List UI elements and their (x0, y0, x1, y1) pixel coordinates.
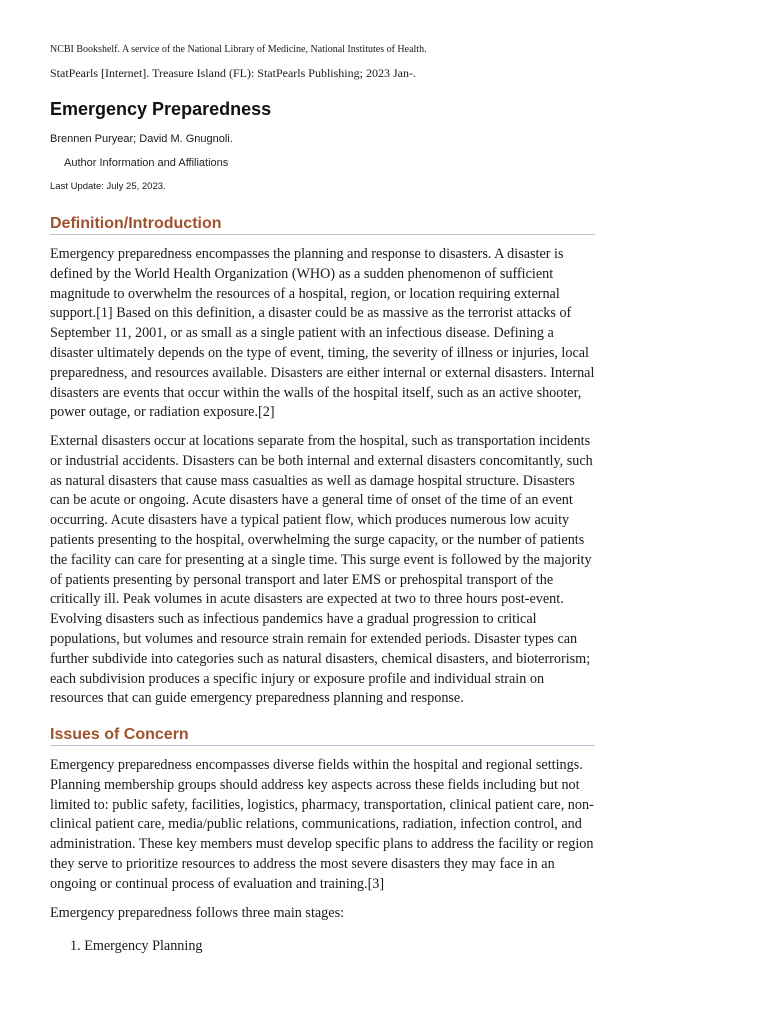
section-heading-definition: Definition/Introduction (50, 214, 595, 235)
authors: Brennen Puryear; David M. Gnugnoli. (50, 133, 233, 145)
page-title: Emergency Preparedness (50, 99, 272, 119)
paragraph: External disasters occur at locations separate from the hospital, such as transportation incidents or industrial accidents. Disasters can be both internal and external disasters concomitantly, such as natural disasters that cause mass casualties as well as damage hospital structure. Disasters can be acute or ongoing. Acute disasters have a general time of onset of the time of an event occurring. Acute disasters have a typical patient flow, which produces numerous low acuity patients presenting to the hospital, overwhelming the surge capacity, or the number of patients the facility can care for presenting at a single time. This surge event is followed by the majority of patients presenting by personal transport and later EMS or prehospital transport of the critically ill. Peak volumes in acute disasters are expected at two to three hours post-event. Evolving disasters such as infectious pandemics have a gradual progression to critical populations, but volumes and resource strain remain for extended periods. Disaster types can further subdivide into categories such as natural disasters, chemical disasters, and bioterrorism; each subdivision produces a specific injury or exposure profile and individual strain on resources that can guide emergency preparedness planning and response. (50, 433, 593, 707)
last-update: Last Update: July 25, 2023. (50, 181, 166, 192)
section-heading-issues: Issues of Concern (50, 725, 595, 746)
citation: StatPearls [Internet]. Treasure Island (FL): StatPearls Publishing; 2023 Jan-. (50, 66, 416, 80)
list-item: 1. Emergency Planning (70, 938, 203, 954)
paragraph: Emergency preparedness encompasses diverse fields within the hospital and regional settings. Planning membership groups should address key aspects across these fields including but not limited to: public safety, facilities, logistics, pharmacy, transportation, clinical patient care, non-clinical patient care, media/public relations, communications, radiation, infection control, and administration. These key members must develop specific plans to address the facility or region they serve to prioritize resources to address the most severe disasters they may face in an ongoing or continual process of evaluation and training.[3] (50, 757, 594, 892)
paragraph: Emergency preparedness follows three main stages: (50, 905, 345, 921)
paragraph: Emergency preparedness encompasses the planning and response to disasters. A disaster is defined by the World Health Organization (WHO) as a sudden phenomenon of sufficient magnitude to overwhelm the resources of a hospital, region, or location requiring external support.[1] Based on this definition, a disaster could be as massive as the terrorist attacks of September 11, 2001, or as small as a single patient with an infectious disease. Defining a disaster ultimately depends on the type of event, timing, the severity of illness or injuries, local preparedness, and resources available. Disasters are either internal or external disasters. Internal disasters are events that occur within the walls of the hospital itself, such as an active shooter, power outage, or radiation exposure.[2] (50, 246, 595, 421)
bookshelf-notice: NCBI Bookshelf. A service of the National Library of Medicine, National Institutes of Health. (50, 44, 427, 55)
author-affiliations-link[interactable]: Author Information and Affiliations (64, 157, 229, 169)
